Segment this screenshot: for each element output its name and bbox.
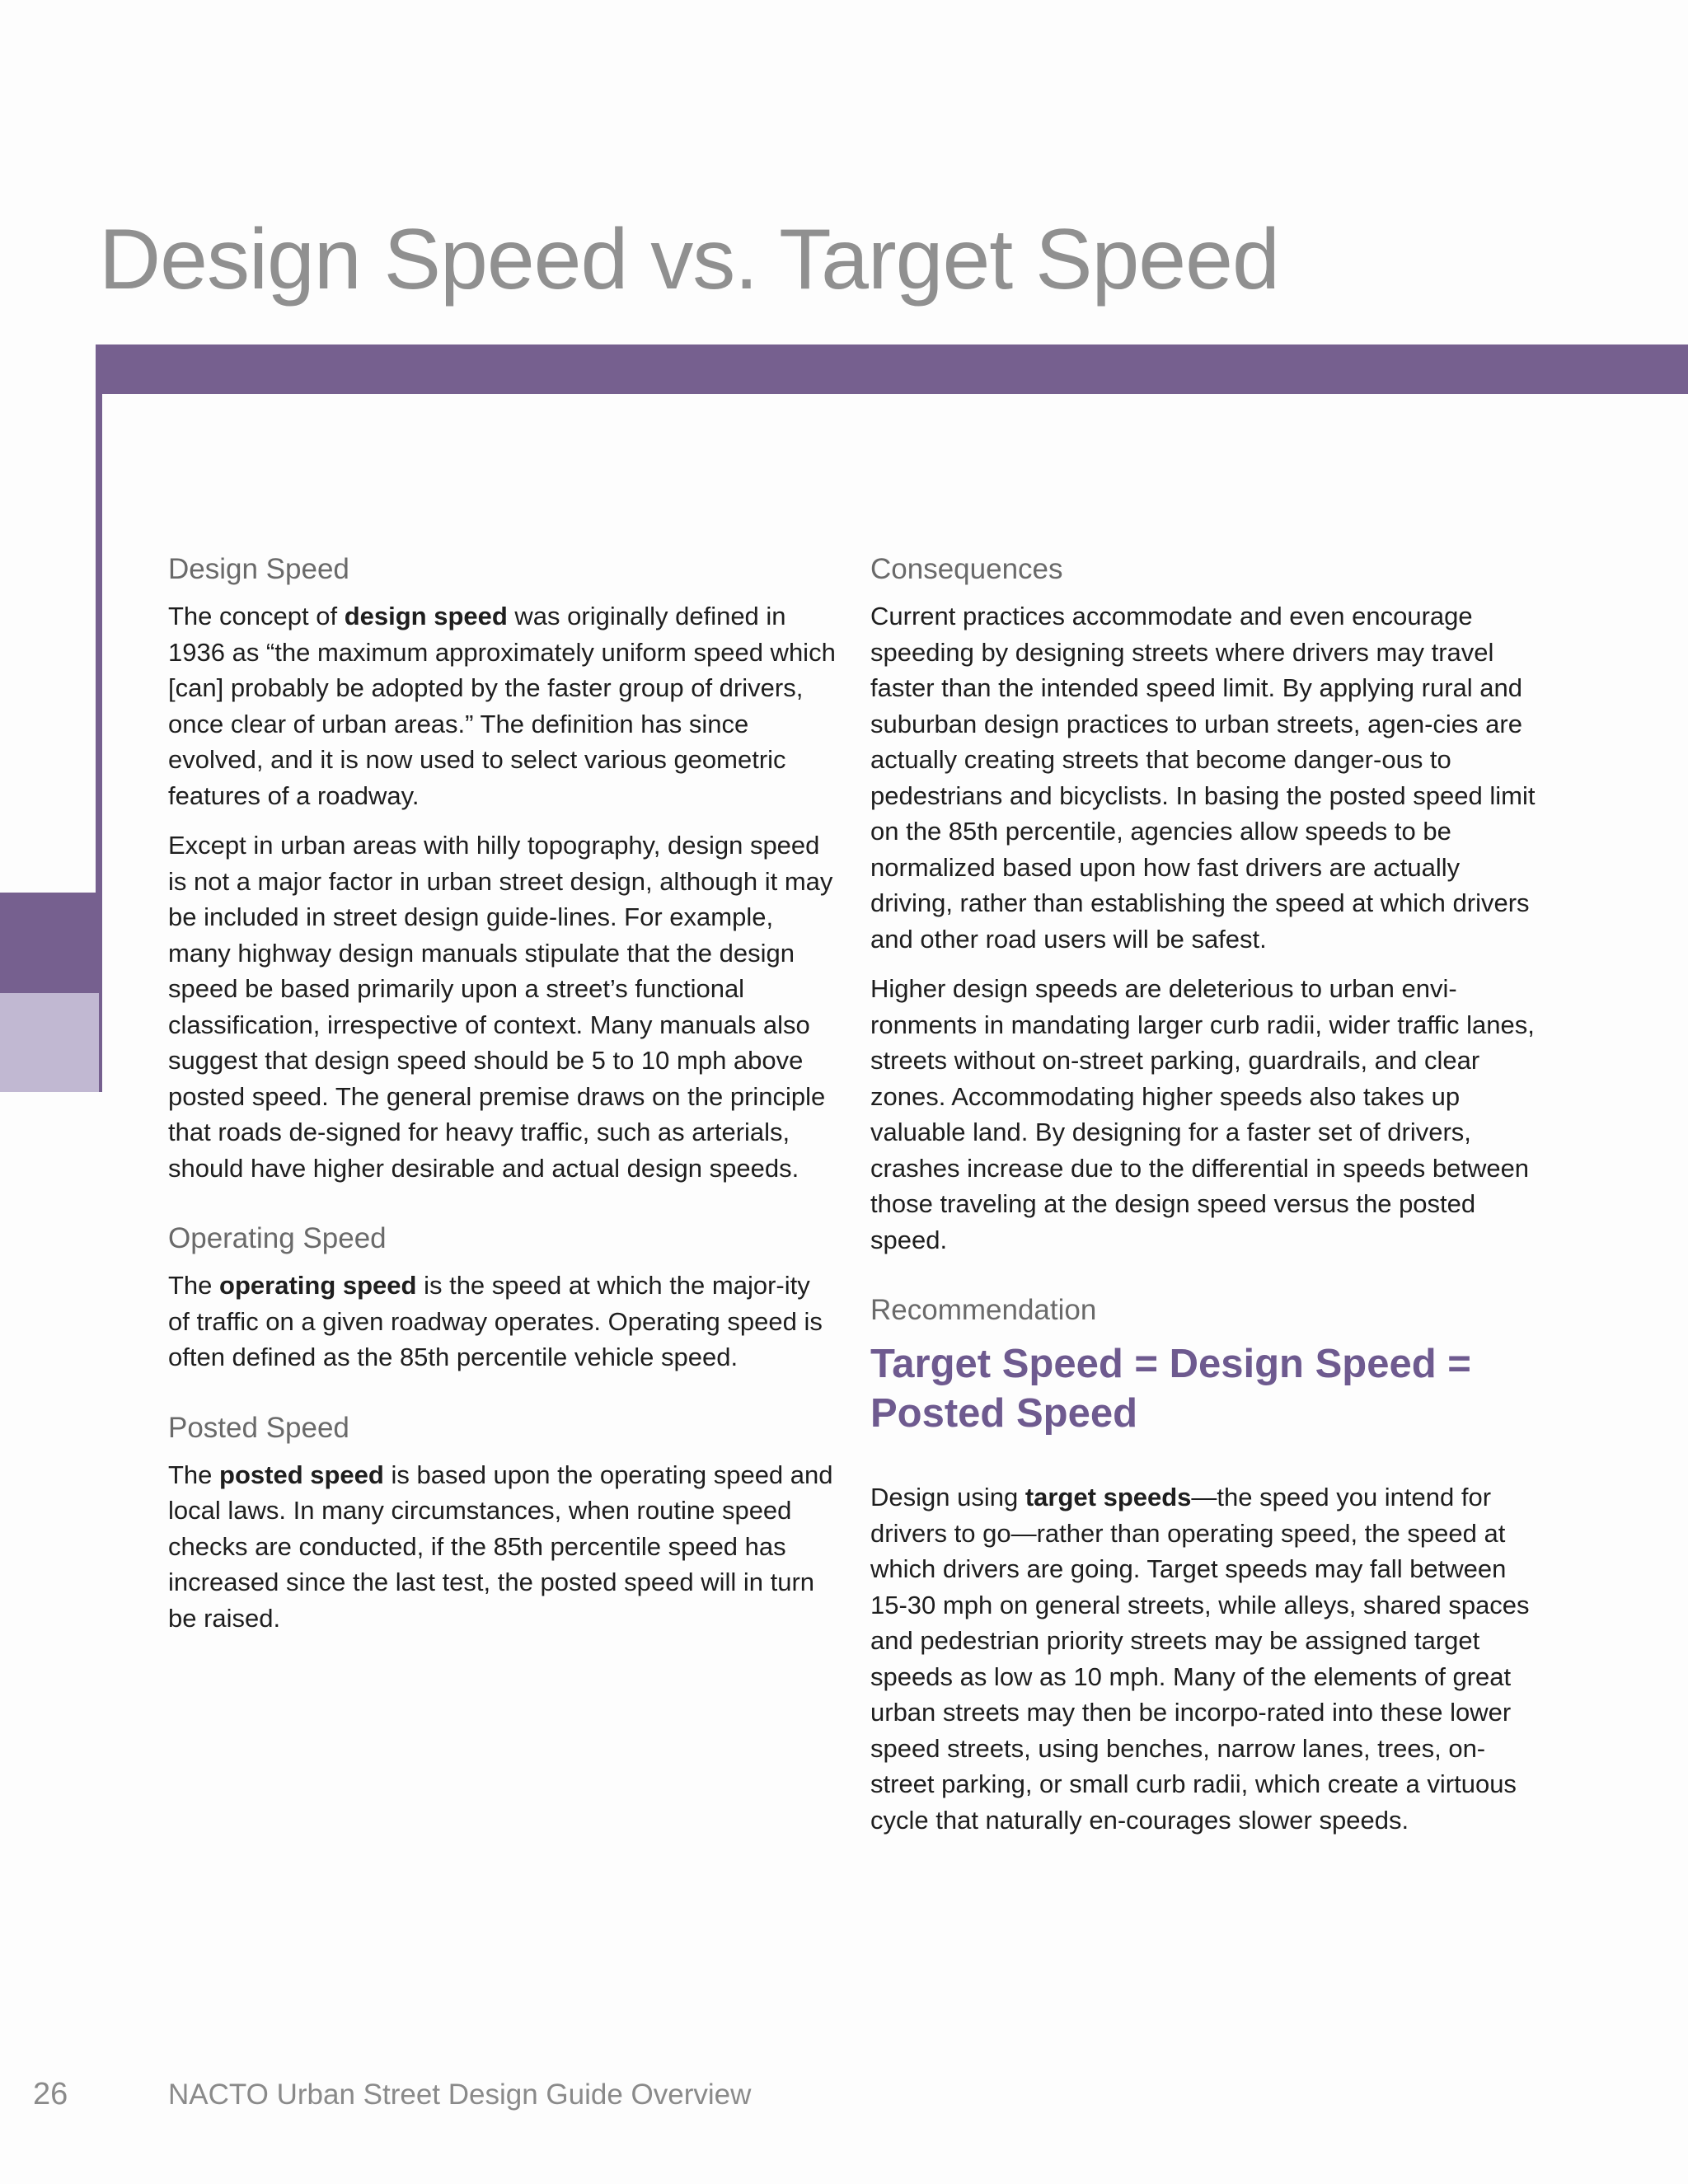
consequences-heading: Consequences xyxy=(870,553,1063,585)
posted-speed-heading: Posted Speed xyxy=(168,1411,349,1444)
bold-term: operating speed xyxy=(219,1271,417,1300)
consequences-paragraph-2: Higher design speeds are deleterious to urban envi-ronments in mandating larger curb radii, wider traffic lanes, streets without on-street parking, guardrails, and clear zones. Accommodating higher speeds also takes up valuable land. By designing for a faster set of drivers, crashes increase due to the differential in speeds between those traveling at the design speed versus the posted speed. xyxy=(870,974,1535,1254)
text-run: The xyxy=(168,1271,220,1300)
page-number: 26 xyxy=(33,2077,68,2111)
text-run: Design using xyxy=(870,1483,1025,1511)
section-tab-dark xyxy=(0,893,99,993)
spacer xyxy=(870,1272,1546,1293)
footer-publication-title: NACTO Urban Street Design Guide Overview xyxy=(168,2079,752,2111)
header-accent-bar xyxy=(96,344,1688,394)
text-run: is based upon the operating speed and local laws. In many circumstances, when routine speed checks are conducted, if the 85th percentile speed has increased since the last test, the posted speed will in turn be raised. xyxy=(168,1460,833,1633)
spacer xyxy=(168,1200,836,1221)
text-run: —the speed you intend for drivers to go—rather than operating speed, the speed at which drivers are going. Target speeds may fall between 15-30 mph on general streets, while alleys, shared spaces and pedestrian priority streets may be assigned target speeds as low as 10 mph. Many of the elements of great urban streets may then be incorpo-rated into these lower speed streets, using benches, narrow lanes, trees, on-street parking, or small curb radii, which create a virtuous cycle that naturally en-courages slower speeds. xyxy=(870,1483,1530,1835)
text-run: was originally defined in 1936 as “the maximum approximately uniform speed which [can] probably be adopted by the faster group of drivers, once clear of urban areas.” The definition has since evolved, and it is now used to select various geometric features of a roadway. xyxy=(168,602,836,810)
spacer xyxy=(168,1390,836,1411)
text-run: is the speed at which the major-ity of traffic on a given roadway operates. Operating speed is often defined as the 85th percentile vehicle speed. xyxy=(168,1271,823,1371)
left-column xyxy=(168,552,836,1650)
bold-term: design speed xyxy=(344,602,508,630)
design-speed-heading: Design Speed xyxy=(168,553,349,585)
text-run: The concept of xyxy=(168,602,345,630)
bold-term: posted speed xyxy=(219,1460,384,1489)
bold-term: target speeds xyxy=(1025,1483,1192,1511)
design-speed-paragraph-1 xyxy=(168,598,836,813)
recommendation-title: Target Speed = Design Speed = Posted Speed xyxy=(870,1342,1471,1436)
section-tab-light xyxy=(0,993,99,1092)
consequences-paragraph-1: Current practices accommodate and even encourage speeding by designing streets where drivers may travel faster than the intended speed limit. By applying rural and suburban design practices to urban streets, agen-cies are actually creating streets that become danger-ous to pedestrians and bicyclists. In basing the posted speed limit on the 85th percentile, agencies allow speeds to be normalized based upon how fast drivers are actually driving, rather than establishing the speed at which drivers and other road users will be safest. xyxy=(870,602,1536,954)
recommendation-heading: Recommendation xyxy=(870,1294,1097,1326)
posted-speed-paragraph xyxy=(168,1457,836,1637)
operating-speed-paragraph xyxy=(168,1268,836,1376)
right-column xyxy=(870,552,1546,1852)
design-speed-paragraph-2: Except in urban areas with hilly topography, design speed is not a major factor in urban street design, although it may be included in street design guide-lines. For example, many highway design manuals stipulate that the design speed be based primarily upon a street’s functional classification, irrespective of context. Many manuals also suggest that design speed should be 5 to 10 mph above posted speed. The general premise draws on the principle that roads de-signed for heavy traffic, such as arterials, should have higher desirable and actual design speeds. xyxy=(168,831,833,1183)
recommendation-paragraph xyxy=(870,1479,1546,1838)
operating-speed-heading: Operating Speed xyxy=(168,1222,387,1254)
text-run: The xyxy=(168,1460,220,1489)
page-title: Design Speed vs. Target Speed xyxy=(99,212,1279,307)
